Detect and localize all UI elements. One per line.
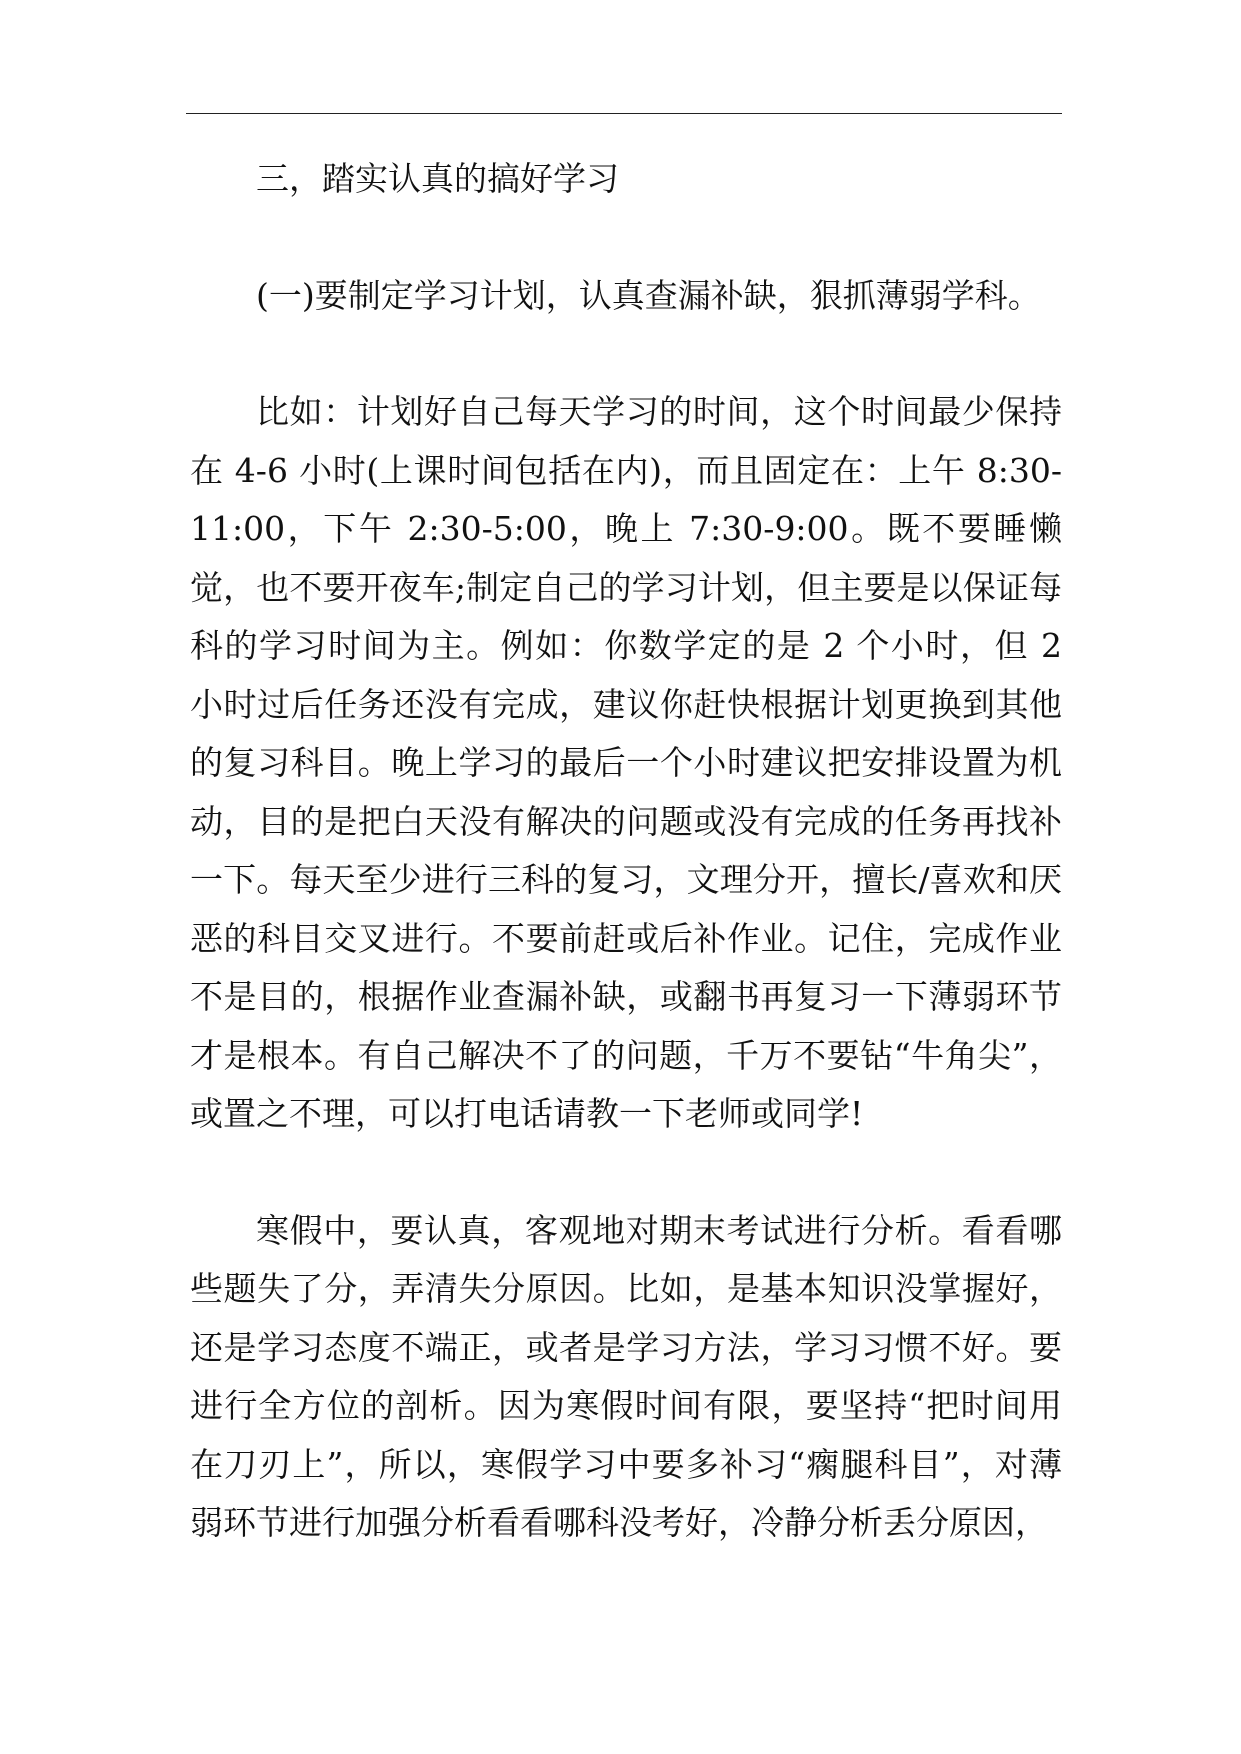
paragraph-study-plan: 比如：计划好自己每天学习的时间，这个时间最少保持在 4-6 小时(上课时间包括在内)，而且固定在：上午 8:30-11:00，下午 2:30-5:00，晚上 7:30-9:00。既不要睡懒觉，也不要开夜车;制定自己的学习计划，但主要是以保证每科的学习时间为主。例如：你数学定的是 2 个小时，但 2 小时过后任务还没有完成，建议你赶快根据计划更换到其他的复习科目。晚上学习的最后一个小时建议把安排设置为机动，目的是把白天没有解决的问题或没有完成的任务再找补一下。每天至少进行三科的复习，文理分开，擅长/喜欢和厌恶的科目交叉进行。不要前赶或后补作业。记住，完成作业不是目的，根据作业查漏补缺，或翻书再复习一下薄弱环节才是根本。有自己解决不了的问题，千万不要钻“牛角尖”，或置之不理，可以打电话请教一下老师或同学! [190, 392, 1062, 1133]
paragraph-exam-analysis: 寒假中，要认真，客观地对期末考试进行分析。看看哪些题失了分，弄清失分原因。比如，是基本知识没掌握好，还是学习态度不端正，或者是学习方法，学习习惯不好。要进行全方位的剖析。因为寒假时间有限，要坚持“把时间用在刀刃上”，所以，寒假学习中要多补习“瘸腿科目”，对薄弱环节进行加强分析看看哪科没考好，冷静分析丢分原因， [190, 1210, 1062, 1542]
sub-heading: (一)要制定学习计划，认真查漏补缺，狠抓薄弱学科。 [256, 275, 1041, 315]
header-rule [186, 113, 1062, 114]
document-body [190, 150, 1062, 1611]
section-heading: 三，踏实认真的搞好学习 [256, 159, 619, 198]
